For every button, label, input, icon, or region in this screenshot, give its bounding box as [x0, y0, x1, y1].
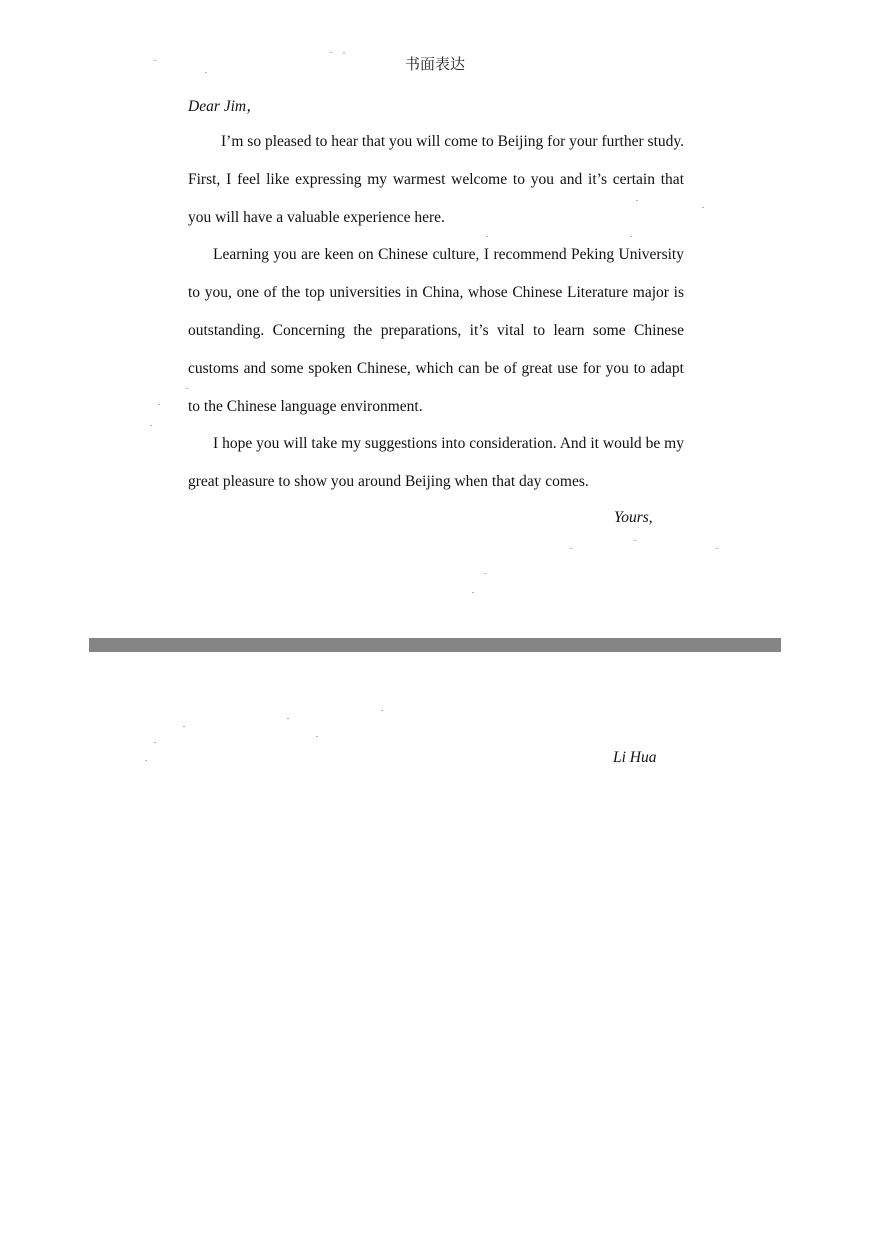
salutation: Dear Jim， — [188, 98, 262, 115]
paragraph-conclusion: I hope you will take my suggestions into consideration. And it would be my great pleasure to show you around Beijing when that day comes. — [188, 435, 684, 491]
paragraph-welcome: I’m so pleased to hear that you will come to Beijing for your further study. First, I feel like expressing my warmest welcome to you and it’s certain that you will have a valuable experience here. — [188, 133, 684, 226]
page-title: 书面表达 — [404, 55, 465, 73]
page-divider — [89, 638, 781, 652]
paragraph-recommendation: Learning you are keen on Chinese culture, I recommend Peking University to you, one of the top universities in China, whose Chinese Literature major is outstanding. Concerning the preparations, it’s vital to learn some Chinese customs and some spoken Chinese, which can be of great use for you to adapt to the Chinese language environment. — [188, 246, 684, 415]
closing: Yours, — [614, 509, 653, 526]
letter-body — [188, 123, 684, 501]
signature: Li Hua — [613, 749, 657, 766]
